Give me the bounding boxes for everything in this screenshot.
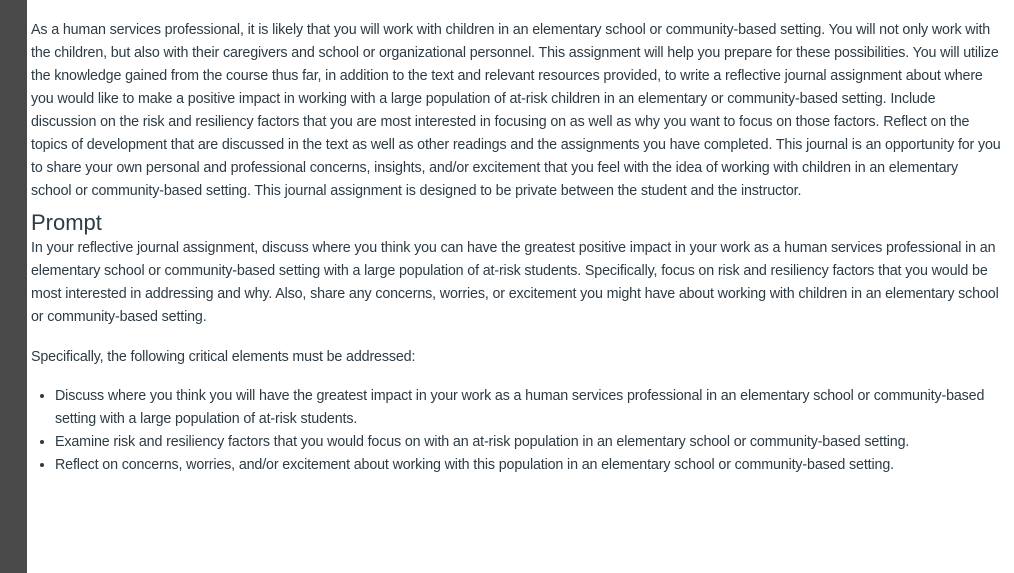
left-sidebar-strip — [0, 0, 27, 573]
prompt-paragraph: In your reflective journal assignment, discuss where you think you can have the greatest positive impact in your work as a human services professional in an elementary school or community-based setting with a large population of at-risk students. Specifically, focus on risk and resiliency factors that you would be most interested in addressing and why. Also, share any concerns, worries, or excitement you might have about working with children in an elementary school or community-based setting. — [31, 240, 999, 325]
prompt-heading: Prompt — [31, 210, 102, 235]
critical-element-item: • Discuss where you think you will have the greatest impact in your work as a human services professional in an elementary school or community-based setting with a large population of at-risk students. — [55, 385, 1001, 431]
critical-element-item: • Examine risk and resiliency factors that you would focus on with an at-risk population in an elementary school or community-based setting. — [55, 431, 1001, 454]
critical-elements-intro: Specifically, the following critical elements must be addressed: — [31, 349, 416, 365]
intro-paragraph: As a human services professional, it is likely that you will work with children in an elementary school or community-based setting. You will not only work with the children, but also with their caregivers and school or organizational personnel. This assignment will help you prepare for these possibilities. You will utilize the knowledge gained from the course thus far, in addition to the text and relevant resources provided, to write a reflective journal assignment about where you would like to make a positive impact in working with a large population of at-risk children in an elementary or community-based setting. Include discussion on the risk and resiliency factors that you are most interested in focusing on as well as why you want to focus on those factors. Reflect on the topics of development that are discussed in the text as well as other readings and the assignments you have completed. This journal is an opportunity for you to share your own personal and professional concerns, insights, and/or excitement that you feel with the idea of working with children in an elementary school or community-based setting. This journal assignment is designed to be private between the student and the instructor. — [31, 22, 1001, 199]
critical-element-item: • Reflect on concerns, worries, and/or excitement about working with this population in an elementary school or community-based setting. — [55, 454, 1001, 477]
assignment-content — [31, 19, 1001, 477]
critical-elements-list — [31, 385, 1001, 477]
